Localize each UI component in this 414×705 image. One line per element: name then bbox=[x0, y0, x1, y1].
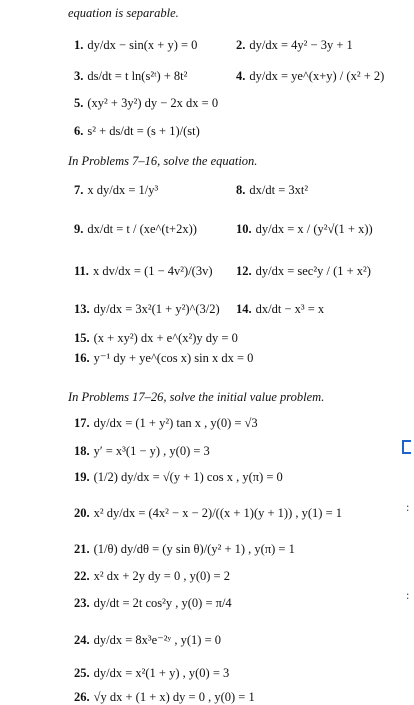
problem-number: 4. bbox=[236, 69, 246, 83]
problem-number: 1. bbox=[74, 38, 84, 52]
problem-number: 16. bbox=[74, 351, 90, 365]
problem-23 bbox=[74, 596, 232, 611]
problem-16 bbox=[74, 350, 253, 366]
problem-number: 20. bbox=[74, 506, 90, 520]
problem-number: 10. bbox=[236, 222, 252, 236]
problem-expression: dy/dt = 2t cos²y , y(0) = π/4 bbox=[93, 596, 232, 610]
problem-13 bbox=[74, 302, 220, 317]
problem-expression: dy/dx = 4y² − 3y + 1 bbox=[249, 38, 353, 52]
problem-24 bbox=[74, 632, 221, 648]
problem-expression: dx/dt − x³ = x bbox=[255, 302, 325, 316]
problem-expression: y⁻¹ dy + ye^(cos x) sin x dx = 0 bbox=[93, 351, 254, 365]
problem-number: 12. bbox=[236, 264, 252, 278]
problem-9 bbox=[74, 222, 197, 237]
blue-bracket-marker bbox=[402, 440, 411, 454]
problem-expression: dy/dx = ye^(x+y) / (x² + 2) bbox=[249, 69, 385, 83]
problem-number: 13. bbox=[74, 302, 90, 316]
problem-number: 11. bbox=[74, 264, 89, 278]
problem-expression: √y dx + (1 + x) dy = 0 , y(0) = 1 bbox=[93, 690, 255, 704]
problem-4 bbox=[236, 69, 384, 84]
problem-expression: dy/dx = (1 + y²) tan x , y(0) = √3 bbox=[93, 416, 258, 430]
problem-number: 2. bbox=[236, 38, 246, 52]
problem-number: 24. bbox=[74, 633, 90, 647]
problem-number: 7. bbox=[74, 183, 84, 197]
problem-14 bbox=[236, 302, 324, 317]
problem-number: 22. bbox=[74, 569, 90, 583]
problem-number: 23. bbox=[74, 596, 90, 610]
intro-text: equation is separable. bbox=[68, 6, 179, 20]
problem-number: 21. bbox=[74, 542, 90, 556]
problem-8 bbox=[236, 183, 308, 198]
problem-expression: x² dy/dx = (4x² − x − 2)/((x + 1)(y + 1)) , y(1) = 1 bbox=[93, 506, 342, 520]
problem-number: 18. bbox=[74, 444, 90, 458]
problem-26 bbox=[74, 690, 255, 705]
problem-10 bbox=[236, 222, 373, 237]
problem-5 bbox=[74, 96, 218, 111]
problem-number: 17. bbox=[74, 416, 90, 430]
problem-21 bbox=[74, 542, 295, 557]
problem-number: 15. bbox=[74, 331, 90, 345]
problem-15 bbox=[74, 331, 238, 346]
problem-expression: dx/dt = t / (xe^(t+2x)) bbox=[87, 222, 197, 236]
problem-number: 8. bbox=[236, 183, 246, 197]
problem-expression: (1/θ) dy/dθ = (y sin θ)/(y² + 1) , y(π) = 1 bbox=[93, 542, 295, 556]
problem-expression: dy/dx = 8x³e⁻²ʸ , y(1) = 0 bbox=[93, 633, 221, 647]
problem-expression: dy/dx − sin(x + y) = 0 bbox=[87, 38, 198, 52]
problem-2 bbox=[236, 38, 353, 53]
problem-number: 9. bbox=[74, 222, 84, 236]
problem-17 bbox=[74, 416, 258, 431]
problem-number: 14. bbox=[236, 302, 252, 316]
section-heading-17-26: In Problems 17–26, solve the initial value problem. bbox=[68, 390, 325, 404]
problem-11 bbox=[74, 264, 213, 279]
side-mark: : bbox=[406, 588, 410, 602]
problem-expression: dy/dx = x²(1 + y) , y(0) = 3 bbox=[93, 666, 230, 680]
problem-12 bbox=[236, 264, 371, 279]
problem-25 bbox=[74, 666, 229, 681]
problem-number: 6. bbox=[74, 124, 84, 138]
problem-22 bbox=[74, 569, 230, 584]
problem-expression: dy/dx = sec²y / (1 + x²) bbox=[255, 264, 371, 278]
problem-20 bbox=[74, 506, 342, 521]
problem-expression: x dy/dx = 1/y³ bbox=[87, 183, 159, 197]
problem-19 bbox=[74, 470, 283, 485]
problem-expression: dx/dt = 3xt² bbox=[249, 183, 309, 197]
section-heading-7-16: In Problems 7–16, solve the equation. bbox=[68, 154, 258, 168]
problem-number: 25. bbox=[74, 666, 90, 680]
problem-3 bbox=[74, 69, 187, 84]
problem-expression: dy/dx = 3x²(1 + y²)^(3/2) bbox=[93, 302, 220, 316]
problem-expression: ds/dt = t ln(s²ᵗ) + 8t² bbox=[87, 69, 188, 83]
side-mark: : bbox=[406, 500, 410, 514]
problem-expression: s² + ds/dt = (s + 1)/(st) bbox=[87, 124, 200, 138]
problem-7 bbox=[74, 183, 158, 198]
problem-number: 26. bbox=[74, 690, 90, 704]
problem-expression: (1/2) dy/dx = √(y + 1) cos x , y(π) = 0 bbox=[93, 470, 283, 484]
problem-expression: y′ = x³(1 − y) , y(0) = 3 bbox=[93, 444, 210, 458]
problem-number: 19. bbox=[74, 470, 90, 484]
problem-expression: x dv/dx = (1 − 4v²)/(3v) bbox=[92, 264, 213, 278]
problem-expression: (xy² + 3y²) dy − 2x dx = 0 bbox=[87, 96, 219, 110]
problem-number: 3. bbox=[74, 69, 84, 83]
problem-1 bbox=[74, 38, 197, 53]
problem-18 bbox=[74, 444, 210, 459]
problem-6 bbox=[74, 124, 200, 139]
problem-expression: x² dx + 2y dy = 0 , y(0) = 2 bbox=[93, 569, 230, 583]
problem-number: 5. bbox=[74, 96, 84, 110]
problem-expression: (x + xy²) dx + e^(x²)y dy = 0 bbox=[93, 331, 238, 345]
problem-expression: dy/dx = x / (y²√(1 + x)) bbox=[255, 222, 373, 236]
